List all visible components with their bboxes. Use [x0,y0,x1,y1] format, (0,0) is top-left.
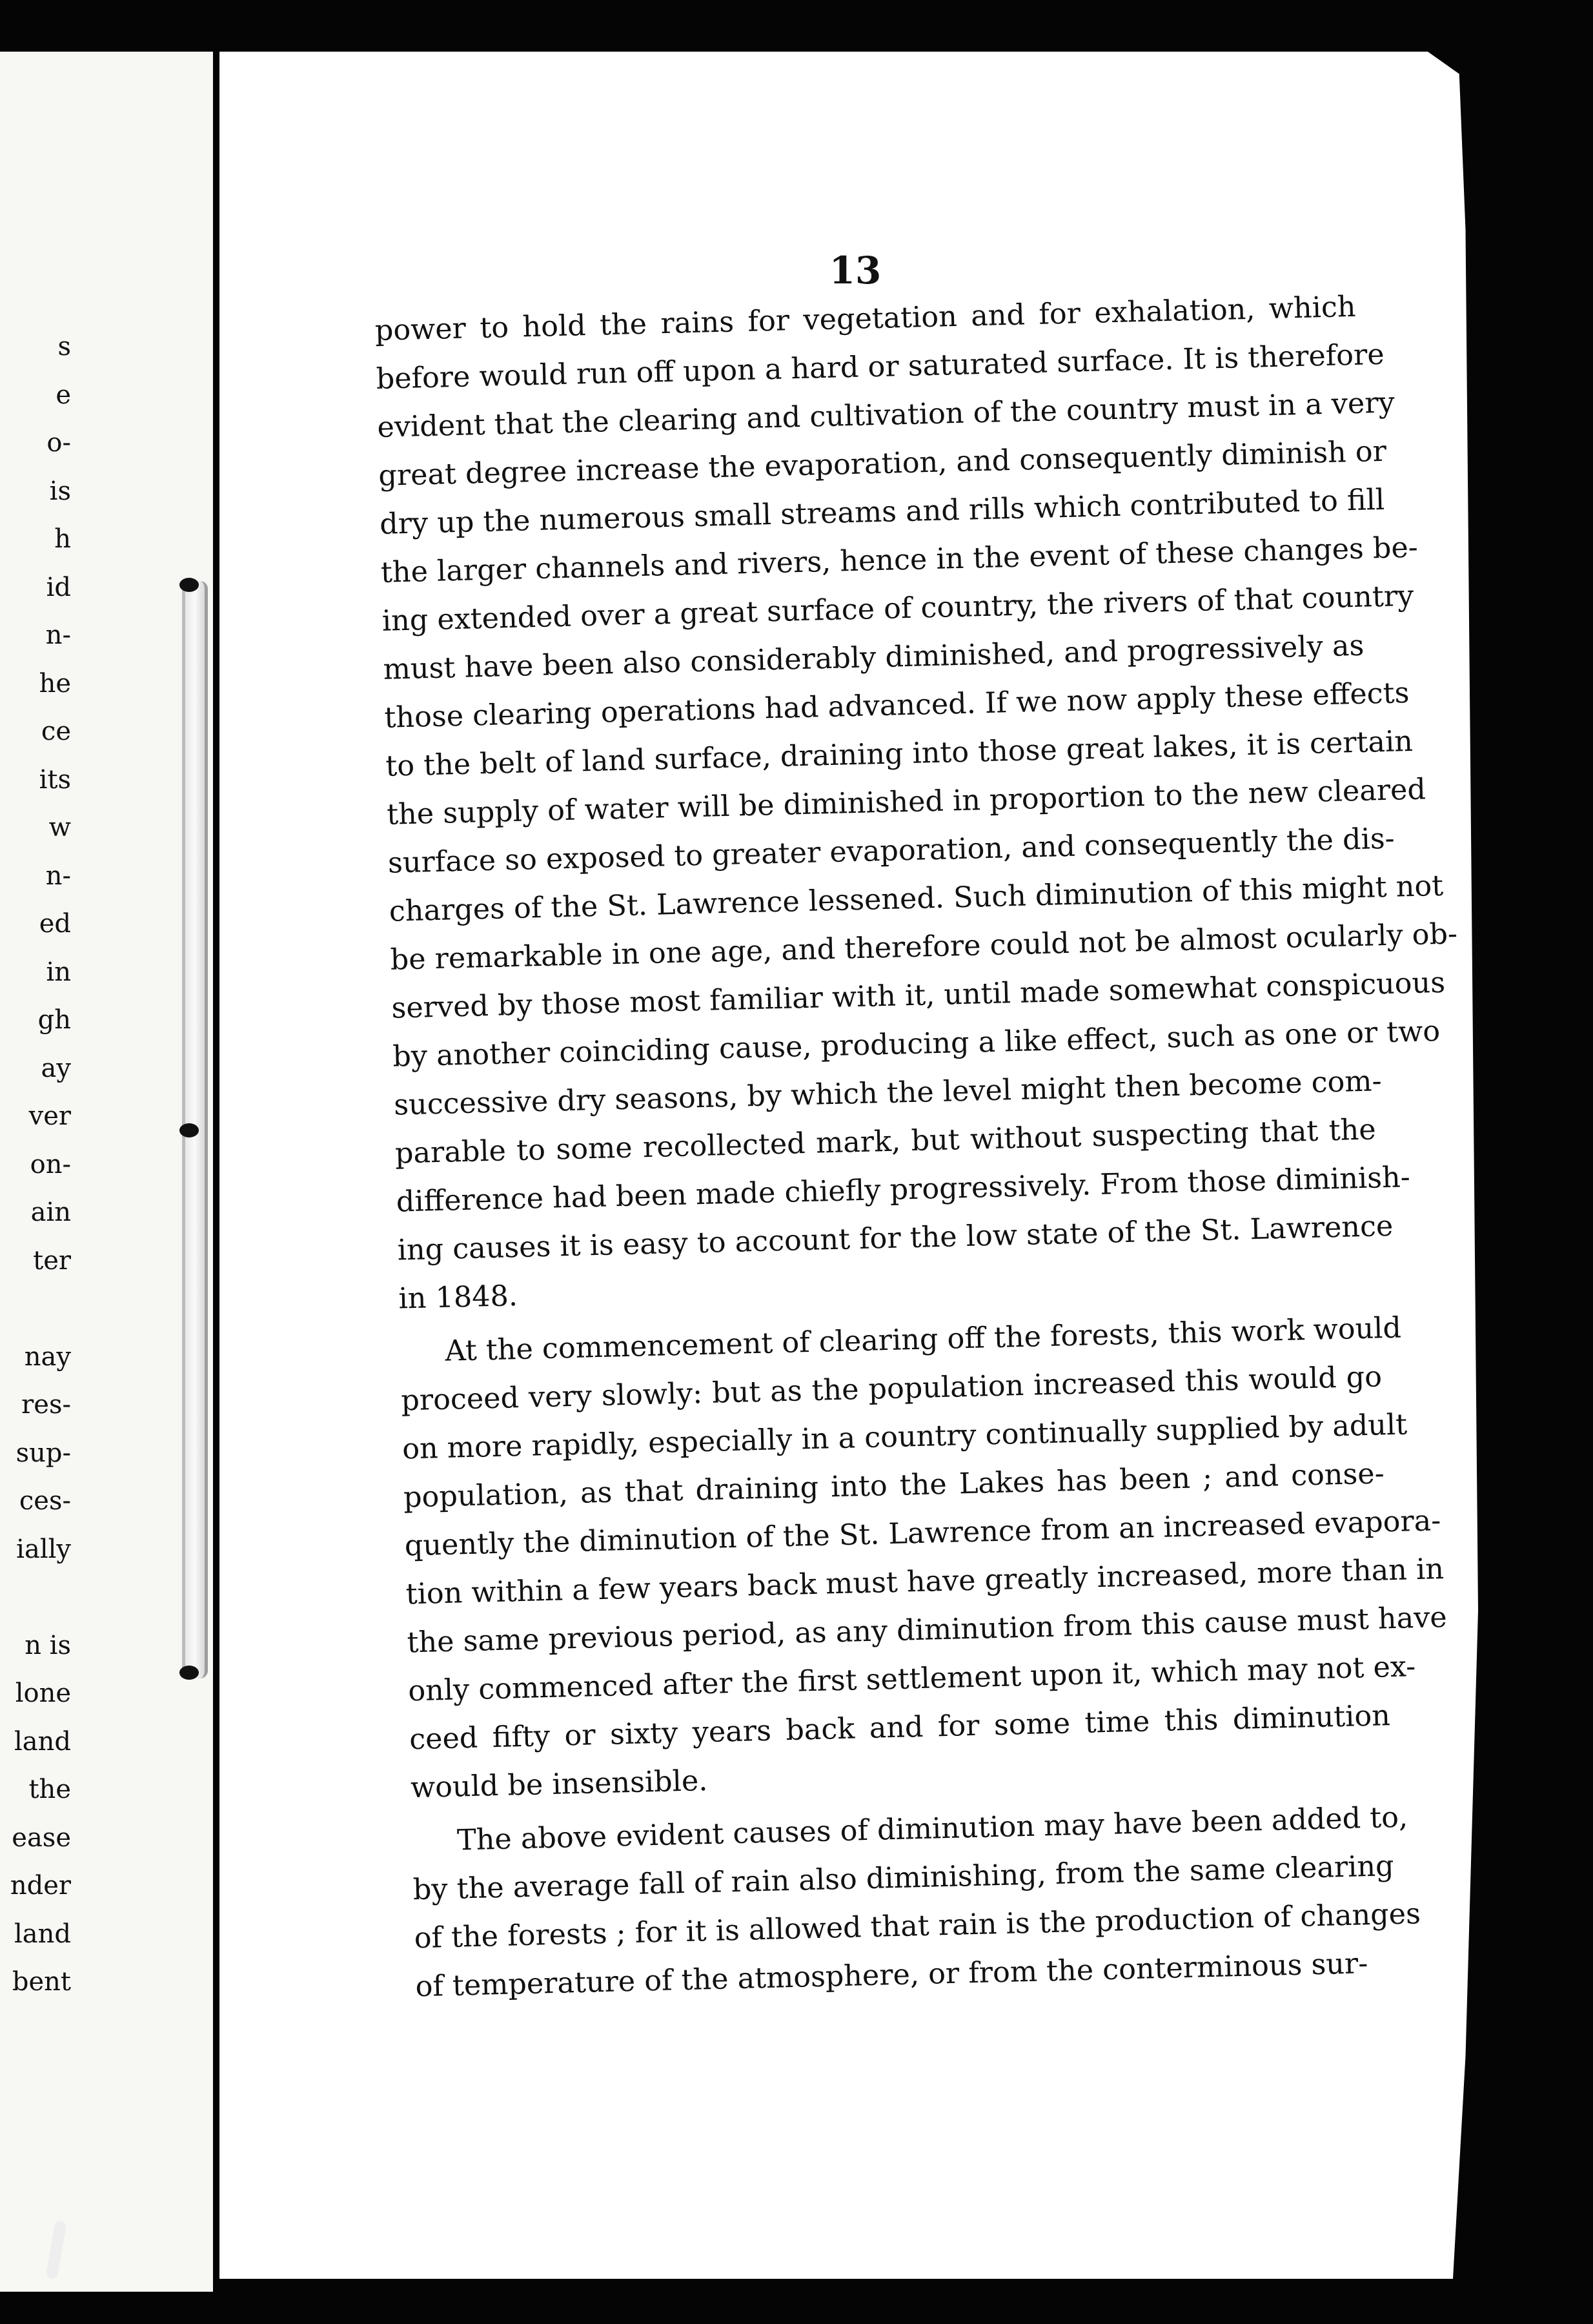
paragraph [411,1793,1421,2011]
facing-page-fragment: land [14,1726,71,1757]
facing-page-fragment: ces- [19,1486,71,1516]
facing-page-fragment: is [49,476,71,506]
text-line: before would run off upon a hard or saturated surface. It is therefore [376,338,1385,396]
facing-page-fragment: ver [28,1101,71,1131]
text-line: the larger channels and rivers, hence in the event of these changes be- [380,531,1419,589]
text-line: to the belt of land surface, draining into those great lakes, it is certain [385,724,1414,783]
binding-knot-top [179,578,199,592]
paragraph [400,1304,1448,1812]
facing-page-fragment: gh [37,1005,71,1035]
facing-page-fragment: he [39,668,71,698]
facing-page-fragment [0,1573,71,1622]
text-line: by the average fall of rain also diminishing, from the same clearing [412,1850,1395,1907]
text-line: dry up the numerous small streams and rills which contributed to fill [379,483,1385,541]
facing-page-fragment: n- [45,861,71,891]
binding-knot-bottom [179,1666,199,1680]
facing-page-fragment: ain [30,1198,71,1227]
facing-page-fragment: ay [41,1053,71,1083]
text-line: on more rapidly, especially in a country continually supplied by adult [401,1408,1408,1466]
facing-page-fragment: w [48,813,71,842]
facing-page-fragment: s [57,332,71,362]
text-line: evident that the clearing and cultivation of the country must in a very [376,386,1395,444]
text-line: At the commencement of clearing off the forests, this work would [444,1311,1402,1368]
text-line: power to hold the rains for vegetation and for exhalation, which [374,290,1357,347]
text-line: of temperature of the atmosphere, or from the conterminous sur- [414,1947,1368,2004]
facing-page-fragment: ce [41,717,71,746]
facing-page-fragment: land [14,1919,71,1949]
text-line: must have been also considerably diminished, and progressively as [383,629,1365,686]
text-line: difference had been made chiefly progressively. From those diminish- [396,1161,1411,1219]
facing-page-fragment [0,1285,71,1333]
facing-page-fragment: res- [21,1390,71,1420]
facing-page-fragment: its [39,764,71,795]
text-line: great degree increase the evaporation, and consequently diminish or [378,434,1387,493]
text-line: only commenced after the first settlement upon it, which may not ex- [407,1650,1416,1708]
facing-page-text-fragments [0,323,71,2006]
facing-page-fragment: nay [24,1341,71,1372]
text-line: those clearing operations had advanced. If we now apply these effects [383,677,1410,735]
facing-page-fragment: ially [16,1534,71,1564]
text-line: ing extended over a great surface of country, the rivers of that country [381,579,1414,638]
facing-page-fragment: h [54,524,71,554]
text-line: population, as that draining into the Lakes has been ; and conse- [403,1457,1385,1514]
facing-page-fragment: in [46,957,71,987]
facing-page-fragment: n- [45,620,71,650]
text-line: of the forests ; for it is allowed that rain is the production of changes [414,1897,1421,1955]
text-line: in 1848. [398,1279,518,1316]
facing-page-fragment: e [56,380,71,410]
text-line: served by those most familiar with it, until made somewhat conspicuous [391,966,1446,1025]
text-line: the supply of water will be diminished in proportion to the new cleared [386,773,1426,831]
facing-page-fragment: ter [33,1245,71,1276]
text-line: be remarkable in one age, and therefore could not be almost ocularly ob- [390,917,1458,977]
facing-page-fragment: on- [30,1149,71,1179]
text-line: proceed very slowly: but as the population increased this would go [400,1360,1383,1418]
facing-page-fragment: ed [39,909,71,939]
text-line: would be insensible. [410,1764,708,1805]
text-line: successive dry seasons, by which the level might then become com- [393,1065,1383,1122]
text-line: tion within a few years back must have greatly increased, more than in [405,1553,1445,1611]
binding-knot-middle [179,1123,199,1137]
facing-page-fragment: id [46,572,71,602]
facing-page-fragment: bent [12,1967,71,1997]
text-line: ing causes it is easy to account for the low state of the St. Lawrence [397,1209,1394,1267]
facing-page-fragment: ease [12,1822,71,1853]
text-line: quently the diminution of the St. Lawrence from an increased evapora- [404,1504,1441,1563]
text-line: by another coinciding cause, producing a like effect, such as one or two [392,1015,1441,1074]
text-line: the same previous period, as any diminution from this cause must have [406,1601,1448,1660]
facing-page-fragment: lone [15,1678,71,1708]
text-line: parable to some recollected mark, but without suspecting that the [394,1113,1377,1170]
body-text [374,283,1458,2011]
facing-page-fragment: nder [10,1871,71,1901]
text-line: charges of the St. Lawrence lessened. Such diminution of this might not [389,869,1444,928]
text-line: The above evident causes of diminution may have been added to, [456,1800,1408,1857]
facing-page-fragment: sup- [15,1438,71,1468]
text-line: ceed fifty or sixty years back and for some time this diminution [409,1699,1391,1757]
facing-page-fragment: n is [25,1630,71,1660]
paragraph [374,283,1458,1323]
text-line: surface so exposed to greater evaporation, and consequently the dis- [387,822,1395,880]
facing-page-fragment: the [28,1775,71,1804]
page-number: 13 [829,249,882,292]
facing-page-fragment: o- [46,428,71,458]
